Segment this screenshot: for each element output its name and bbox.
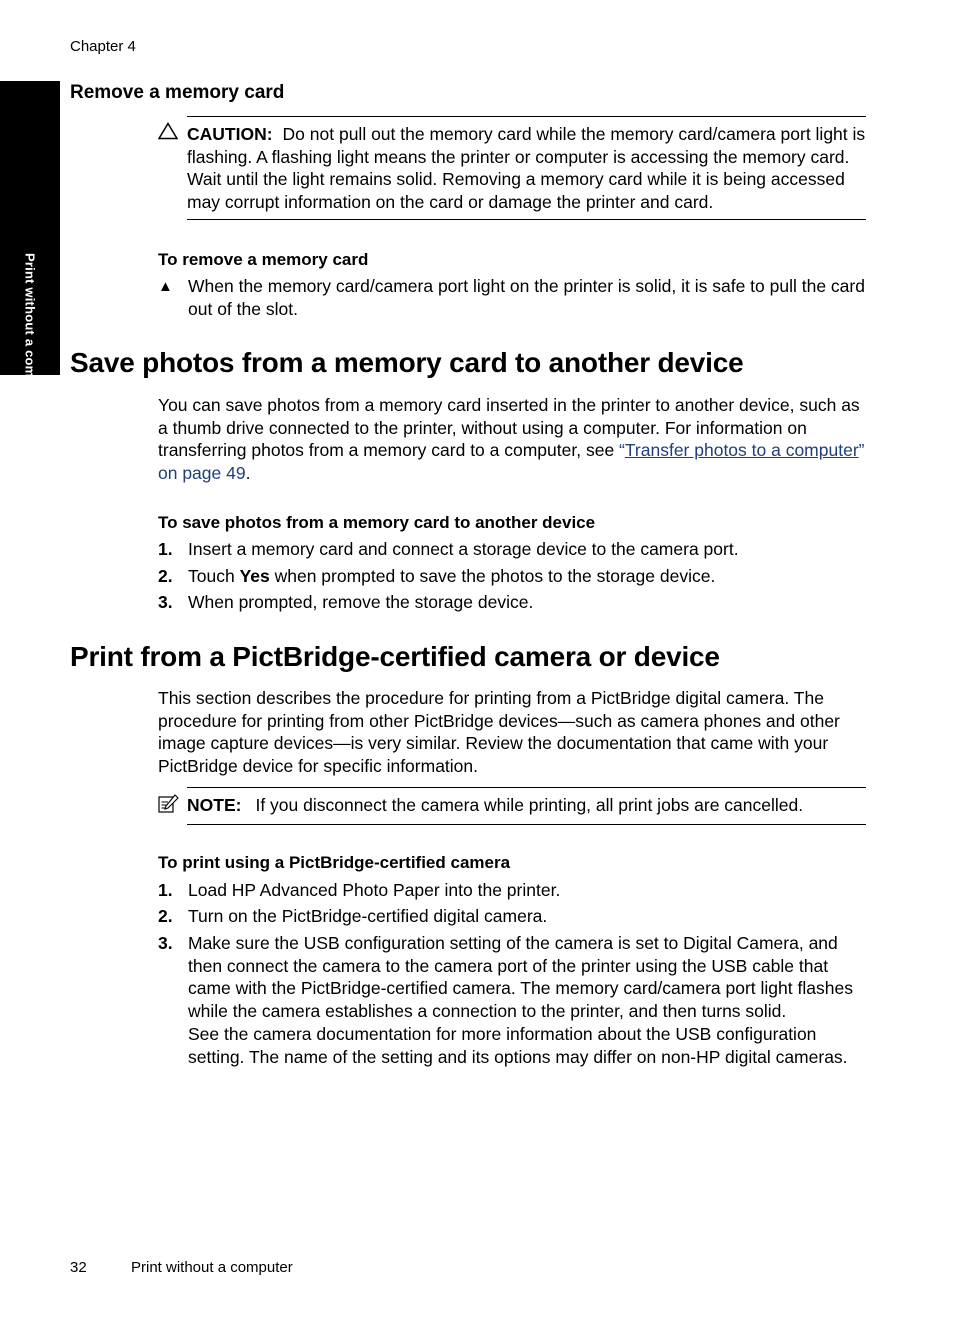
- section-heading-pictbridge: Print from a PictBridge-certified camera or device: [70, 641, 720, 672]
- section-heading-remove-card: Remove a memory card: [70, 82, 285, 103]
- save-photos-intro: You can save photos from a memory card inserted in the printer to another device, such as a thumb drive connected to the printer, without using a computer. For information on transferring photos from a memory card to a computer, see “Transfer photos to a computer” on page 49.: [158, 395, 865, 483]
- list-item: 3. When prompted, remove the storage device.: [158, 592, 534, 612]
- note-pencil-icon: [158, 794, 179, 819]
- list-item: 2. Turn on the PictBridge-certified digital camera.: [158, 906, 548, 926]
- caution-triangle-icon: [158, 122, 178, 145]
- side-tab: [0, 81, 60, 411]
- note-box: [187, 787, 866, 825]
- procedure-heading-save-photos: To save photos from a memory card to another device: [158, 513, 596, 532]
- note-text: If you disconnect the camera while printing, all print jobs are cancelled.: [255, 795, 804, 815]
- list-item: 3. Make sure the USB configuration setting of the camera is set to Digital Camera, and then connect the camera to the camera port of the printer using the USB cable that came with the PictBridge-certified camera. The memory card/camera port light flashes while the camera establishes a connection to the printer, and then turns solid. See the camera documentation for more information about the USB configuration setting. The name of the setting and its options may differ on non-HP digital cameras.: [158, 933, 853, 1067]
- procedure-heading-pictbridge: To print using a PictBridge-certified camera: [158, 853, 511, 872]
- list-item: 2. Touch Yes when prompted to save the photos to the storage device.: [158, 566, 716, 586]
- list-item: [158, 275, 870, 320]
- procedure-heading-remove-card: To remove a memory card: [158, 250, 369, 269]
- caution-text: Do not pull out the memory card while the memory card/camera port light is flashing. A flashing light means the printer or computer is accessing the memory card. Wait until the light remains solid. Removing a memory card while it is being accessed may corrupt information on the card or damage the printer and card.: [187, 124, 866, 212]
- caution-box: [187, 116, 866, 220]
- footer-section: Print without a computer: [131, 1259, 293, 1276]
- page-number: 32: [70, 1259, 87, 1276]
- chapter-header: Chapter 4: [70, 38, 136, 55]
- side-tab-label: Print without a computer: [22, 253, 38, 411]
- list-item: 1. Insert a memory card and connect a storage device to the camera port.: [158, 539, 739, 559]
- transfer-photos-link[interactable]: “Transfer photos to a computer” on page 49: [158, 440, 865, 483]
- pictbridge-intro: This section describes the procedure for printing from a PictBridge digital camera. The procedure for printing from other PictBridge devices—such as camera phones and other image capture devices—is very similar. Review the documentation that came with your PictBridge device for specific information.: [158, 688, 840, 776]
- section-heading-save-photos: Save photos from a memory card to another device: [70, 347, 744, 378]
- note-label: NOTE:: [187, 795, 242, 815]
- step-marker-triangle-icon: ▲: [158, 278, 173, 295]
- step-text: When the memory card/camera port light on the printer is solid, it is safe to pull the card out of the slot.: [188, 276, 865, 319]
- intro-text: You can save photos from a memory card inserted in the printer to another device, such as a thumb drive connected to the printer, without using a computer. For information on transferring photos from a memory card to a computer, see: [158, 395, 860, 460]
- caution-label: CAUTION:: [187, 124, 273, 144]
- list-item: 1. Load HP Advanced Photo Paper into the printer.: [158, 880, 561, 900]
